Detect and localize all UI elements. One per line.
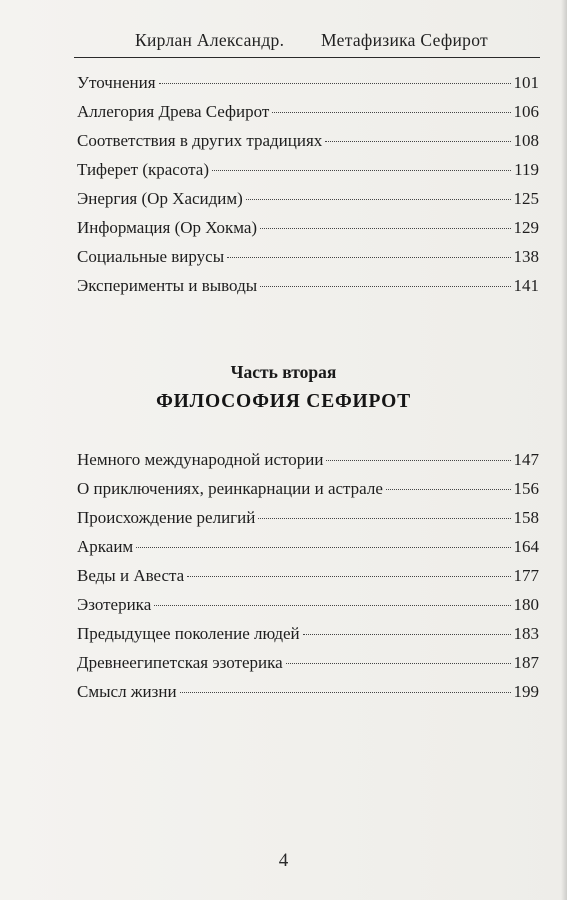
toc-list-part-one — [77, 68, 539, 300]
toc-entry-title: Эзотерика — [77, 595, 152, 614]
dot-leader — [246, 199, 511, 200]
toc-entry-page: 119 — [514, 160, 539, 179]
part-label: Часть вторая — [230, 362, 337, 382]
toc-entry-page: 177 — [513, 566, 539, 585]
toc-entry — [77, 97, 539, 126]
toc-entry-title: О приключениях, реинкарнации и астрале — [77, 479, 383, 498]
toc-entry — [77, 126, 539, 155]
toc-entry — [77, 503, 539, 532]
toc-entry — [77, 532, 539, 561]
toc-entry-page: 156 — [513, 479, 539, 498]
toc-entry-page: 141 — [513, 276, 539, 295]
dot-leader — [386, 489, 511, 490]
toc-entry-page: 180 — [513, 595, 539, 614]
dot-leader — [260, 228, 510, 229]
toc-entry — [77, 68, 539, 97]
toc-entry — [77, 155, 539, 184]
dot-leader — [272, 112, 510, 113]
dot-leader — [325, 141, 510, 142]
toc-entry-page: 138 — [513, 247, 539, 266]
toc-entry-title: Аллегория Древа Сефирот — [77, 102, 270, 121]
toc-entry-title: Смысл жизни — [77, 682, 177, 701]
part-title: ФИЛОСОФИЯ СЕФИРОТ — [156, 391, 411, 412]
toc-entry-page: 158 — [513, 508, 539, 527]
dot-leader — [303, 634, 511, 635]
toc-entry-title: Предыдущее поколение людей — [77, 624, 300, 643]
page-edge-shadow — [561, 0, 567, 900]
toc-entry — [77, 474, 539, 503]
dot-leader — [258, 518, 510, 519]
toc-entry-title: Тиферет (красота) — [77, 160, 209, 179]
toc-entry-page: 183 — [513, 624, 539, 643]
toc-entry-title: Эксперименты и выводы — [77, 276, 258, 295]
dot-leader — [159, 83, 511, 84]
toc-entry — [77, 561, 539, 590]
toc-entry-title: Немного международной истории — [77, 450, 324, 469]
toc-entry — [77, 184, 539, 213]
toc-entry-title: Информация (Ор Хокма) — [77, 218, 258, 237]
dot-leader — [212, 170, 511, 171]
toc-entry-page: 125 — [513, 189, 539, 208]
toc-entry-title: Социальные вирусы — [77, 247, 225, 266]
toc-entry-title: Энергия (Ор Хасидим) — [77, 189, 243, 208]
dot-leader — [286, 663, 511, 664]
dot-leader — [187, 576, 510, 577]
header-author: Кирлан Александр. — [135, 30, 285, 50]
dot-leader — [136, 547, 510, 548]
toc-entry-page: 108 — [513, 131, 539, 150]
header-book-title: Метафизика Сефирот — [321, 30, 488, 50]
toc-entry — [77, 677, 539, 706]
toc-entry-page: 129 — [513, 218, 539, 237]
toc-entry — [77, 242, 539, 271]
page-number: 4 — [278, 850, 289, 871]
dot-leader — [260, 286, 510, 287]
toc-entry-page: 147 — [513, 450, 539, 469]
toc-entry-page: 101 — [513, 73, 539, 92]
toc-entry — [77, 445, 539, 474]
toc-entry-title: Древнеегипетская эзотерика — [77, 653, 283, 672]
toc-entry — [77, 648, 539, 677]
toc-entry-title: Происхождение религий — [77, 508, 256, 527]
toc-entry-title: Соответствия в других традициях — [77, 131, 323, 150]
toc-list-part-two — [77, 445, 539, 706]
dot-leader — [180, 692, 511, 693]
toc-entry-page: 199 — [513, 682, 539, 701]
toc-entry-title: Веды и Авеста — [77, 566, 185, 585]
dot-leader — [326, 460, 510, 461]
toc-entry — [77, 619, 539, 648]
toc-entry — [77, 590, 539, 619]
toc-entry-page: 187 — [513, 653, 539, 672]
dot-leader — [154, 605, 510, 606]
toc-entry-page: 106 — [513, 102, 539, 121]
toc-entry-title: Уточнения — [77, 73, 156, 92]
toc-entry — [77, 213, 539, 242]
toc-entry-title: Аркаим — [77, 537, 134, 556]
toc-entry-page: 164 — [513, 537, 539, 556]
header-rule — [74, 57, 540, 58]
dot-leader — [227, 257, 510, 258]
toc-entry — [77, 271, 539, 300]
